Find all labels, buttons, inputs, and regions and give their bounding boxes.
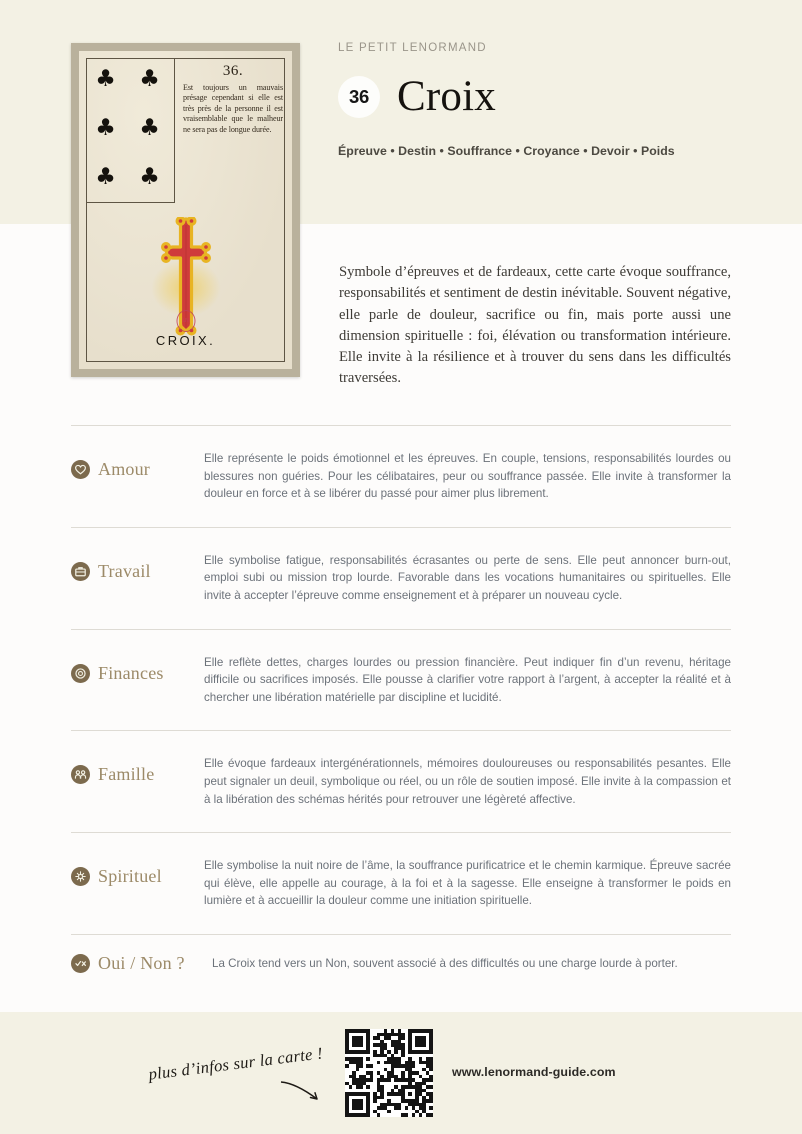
- section-text: Elle représente le poids émotionnel et les épreuves. En couple, tensions, responsabilités lourdes ou blessures non guéries. Pour les célibataires, peur ou souffrance passée. Elle invite à transformer la douleur en force et à se libérer du passé pour aimer plus librement.: [204, 452, 731, 501]
- section-text: Elle symbolise la nuit noire de l’âme, la souffrance purificatrice et le chemin karmique. Épreuve sacrée qui élève, elle appelle au courage, à la foi et à la sagesse. Elle enseigne à transformer le poids en lumière et à accueillir la douleur comme une initiation spirituelle.: [204, 859, 731, 908]
- eyebrow-label: LE PETIT LENORMAND: [338, 42, 487, 54]
- keyword-list: Épreuve • Destin • Souffrance • Croyance • Devoir • Poids: [338, 144, 675, 158]
- section-name: Famille: [98, 764, 155, 785]
- section-name: Travail: [98, 560, 151, 581]
- section-name: Oui / Non ?: [98, 952, 185, 973]
- coin-icon: [71, 664, 90, 683]
- section-amour: [71, 426, 731, 527]
- section-label-famille: [71, 753, 204, 785]
- section-label-travail: [71, 550, 204, 582]
- section-name: Spirituel: [98, 866, 162, 887]
- card-suit-pips: [87, 61, 173, 201]
- card-caption: CROIX.: [155, 333, 216, 348]
- club-icon: ♣: [95, 115, 116, 141]
- section-famille: [71, 731, 731, 832]
- page-footer: [0, 1012, 802, 1134]
- section-label-oui-non: [71, 953, 212, 974]
- page-header: [338, 42, 758, 158]
- club-icon: ♣: [139, 164, 160, 190]
- club-icon: ♣: [139, 115, 160, 141]
- card-stamp: LN: [176, 310, 195, 332]
- card-face: [79, 51, 292, 369]
- section-name: Amour: [98, 459, 150, 479]
- section-travail: [71, 528, 731, 629]
- sections-list: [71, 425, 731, 994]
- section-text: La Croix tend vers un Non, souvent associé à des difficultés ou une charge lourde à porter.: [212, 956, 678, 970]
- section-label-finances: [71, 652, 204, 684]
- intro-paragraph: Symbole d’épreuves et de fardeaux, cette carte évoque souffrance, responsabilités et sentiment de destin inévitable. Souvent négative, elle parle de douleur, sacrifice ou fin, mais porte aussi une dimension spirituelle : foi, élévation ou transformation intérieure. Elle invite à la résilience et à trouver du sens dans les difficultés traversées.: [339, 264, 731, 387]
- club-icon: ♣: [95, 164, 116, 190]
- heart-icon: [71, 460, 90, 479]
- title-row: [338, 75, 758, 118]
- section-spirituel: [71, 833, 731, 934]
- family-icon: [71, 765, 90, 784]
- lotus-icon: [71, 867, 90, 886]
- section-label-spirituel: [71, 855, 204, 887]
- card-number: 36.: [222, 63, 244, 79]
- section-text: Elle reflète dettes, charges lourdes ou pression financière. Peut indiquer fin d’un revenu, héritage difficile ou sacrifices imposés. Elle pousse à clarifier votre rapport à l’argent, à accepter la réalité et à chercher une libération matérielle par discipline et lucidité.: [204, 655, 731, 704]
- check-cross-icon: [71, 954, 90, 973]
- section-name: Finances: [98, 662, 164, 683]
- card-number-badge: 36: [338, 76, 380, 118]
- club-icon: ♣: [139, 66, 160, 92]
- lenormand-card-image: [71, 43, 300, 377]
- section-text: Elle évoque fardeaux intergénérationnels, mémoires douloureuses ou responsabilités pesantes. Elle peut signaler un deuil, symbolique ou réel, ou un rôle de soutien imposé. Elle invite à la compassion et à la libération des schémas hérités pour retrouver une légèreté affective.: [204, 757, 731, 806]
- page-title: Croix: [397, 73, 496, 120]
- card-verse: Est toujours un mauvais présage cependant si elle est très près de la personne il est vraisemblable que le malheur ne sera pas de longue durée.: [183, 83, 283, 134]
- section-oui-non: [71, 935, 731, 994]
- club-icon: ♣: [95, 66, 116, 92]
- card-text-block: [183, 63, 283, 135]
- footer-script-note: plus d’infos sur la carte !: [147, 1043, 324, 1084]
- section-label-amour: [71, 448, 204, 480]
- card-illustration: [86, 203, 285, 362]
- footer-url[interactable]: www.lenormand-guide.com: [452, 1065, 616, 1079]
- section-text: Elle symbolise fatigue, responsabilités écrasantes ou perte de sens. Elle peut annoncer burn-out, emploi subi ou mission trop lourde. Favorable dans les vocations humanitaires ou spirituelles. Elle invite à accepter l’épreuve comme enseignement et à préparer un nouveau cycle.: [204, 553, 731, 602]
- section-finances: [71, 630, 731, 731]
- briefcase-icon: [71, 562, 90, 581]
